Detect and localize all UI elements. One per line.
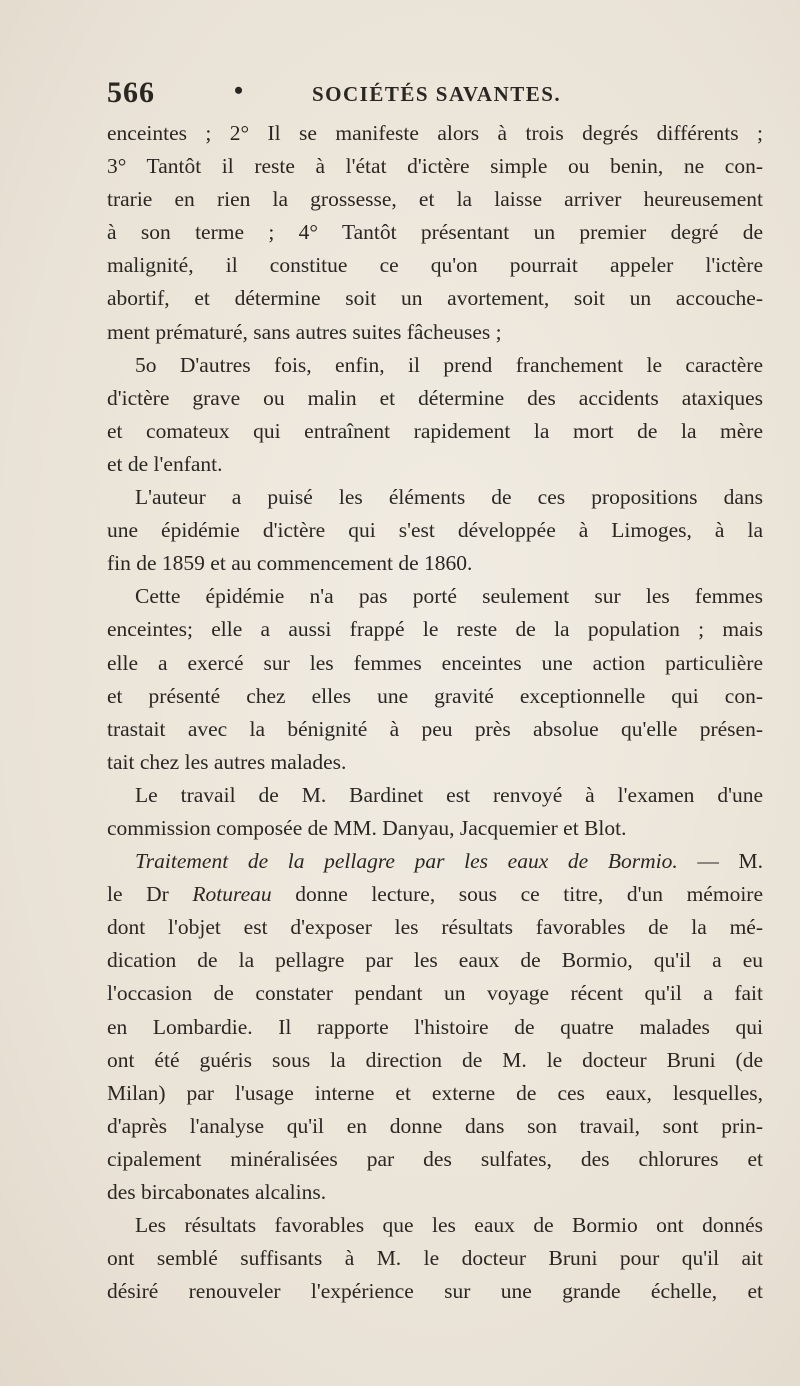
line-text: trastait avec la bénignité à peu près absolue qu'elle présen- (107, 716, 763, 741)
italic-text: Rotureau (192, 882, 272, 907)
text-line (107, 117, 763, 150)
line-text: et de l'enfant. (107, 451, 223, 476)
line-text: L'auteur a puisé les éléments de ces propositions dans (135, 485, 763, 510)
text-line (107, 282, 763, 315)
line-text: fin de 1859 et au commencement de 1860. (107, 551, 473, 576)
line-text: ont semblé suffisants à M. le docteur Bruni pour qu'il ait (107, 1246, 763, 1271)
line-text: 3° Tantôt il reste à l'état d'ictère simple ou benin, ne con- (107, 154, 763, 179)
line-text: 5o D'autres fois, enfin, il prend franchement le caractère (135, 352, 763, 377)
line-text: d'ictère grave ou malin et détermine des accidents ataxiques (107, 385, 763, 410)
text-line (107, 845, 763, 878)
text-line (107, 779, 763, 812)
text-line (107, 911, 763, 944)
line-text: abortif, et détermine soit un avortement, soit un accouche- (107, 286, 763, 311)
text-line (107, 415, 763, 448)
line-text: l'occasion de constater pendant un voyage récent qu'il a fait (107, 981, 763, 1006)
line-text: dication de la pellagre par les eaux de Bormio, qu'il a eu (107, 948, 763, 973)
text-line (107, 680, 763, 713)
text-line (107, 613, 763, 646)
text-line (107, 1176, 763, 1209)
line-text: commission composée de MM. Danyau, Jacquemier et Blot. (107, 815, 627, 840)
header-bullet: • (234, 76, 244, 105)
line-text: en Lombardie. Il rapporte l'histoire de quatre malades qui (107, 1014, 763, 1039)
text-line (107, 580, 763, 613)
line-text: trarie en rien la grossesse, et la laisse arriver heureusement (107, 187, 763, 212)
line-text: ment prématuré, sans autres suites fâcheuses ; (107, 319, 502, 344)
text-line (107, 547, 763, 580)
page-number: 566 (107, 76, 155, 109)
page-header (107, 72, 767, 112)
text-line (107, 183, 763, 216)
body-text (107, 117, 763, 1308)
text-line (107, 1044, 763, 1077)
italic-text: Traitement de la pellagre par les eaux de Bormio. (135, 849, 678, 874)
text-line (107, 713, 763, 746)
line-text: donne lecture, sous ce titre, d'un mémoire (271, 882, 763, 907)
line-text: enceintes ; 2° Il se manifeste alors à trois degrés différents ; (107, 121, 763, 145)
text-line (107, 746, 763, 779)
line-text: le Dr (107, 882, 193, 907)
line-text: malignité, il constitue ce qu'on pourrait appeler l'ictère (107, 253, 763, 278)
line-text: Le travail de M. Bardinet est renvoyé à l'examen d'une (135, 782, 763, 807)
line-text: à son terme ; 4° Tantôt présentant un premier degré de (107, 220, 763, 245)
text-line (107, 316, 763, 349)
text-line (107, 150, 763, 183)
text-line (107, 514, 763, 547)
text-line (107, 1110, 763, 1143)
line-text: des bircabonates alcalins. (107, 1180, 327, 1204)
text-line (107, 1275, 763, 1308)
line-text: et comateux qui entraînent rapidement la mort de la mère (107, 418, 763, 443)
line-text: Milan) par l'usage interne et externe de ces eaux, lesquelles, (107, 1080, 763, 1105)
text-line (107, 647, 763, 680)
line-text: et présenté chez elles une gravité exceptionnelle qui con- (107, 683, 763, 708)
line-text: une épidémie d'ictère qui s'est développée à Limoges, à la (107, 518, 763, 543)
line-text: ont été guéris sous la direction de M. le docteur Bruni (de (107, 1047, 763, 1072)
line-text: — M. (677, 849, 763, 874)
text-line (107, 977, 763, 1010)
text-line (107, 1077, 763, 1110)
line-text: Cette épidémie n'a pas porté seulement sur les femmes (135, 584, 763, 609)
text-line (107, 349, 763, 382)
text-line (107, 1209, 763, 1242)
text-line (107, 944, 763, 977)
text-line (107, 1143, 763, 1176)
line-text: désiré renouveler l'expérience sur une grande échelle, et (107, 1279, 763, 1304)
text-line (107, 216, 763, 249)
text-line (107, 1011, 763, 1044)
running-head: SOCIÉTÉS SAVANTES. (312, 82, 562, 106)
line-text: cipalement minéralisées par des sulfates, des chlorures et (107, 1146, 763, 1171)
line-text: dont l'objet est d'exposer les résultats favorables de la mé- (107, 915, 763, 940)
text-line (107, 249, 763, 282)
text-line (107, 382, 763, 415)
text-line (107, 1242, 763, 1275)
line-text: tait chez les autres malades. (107, 749, 347, 774)
line-text: d'après l'analyse qu'il en donne dans son travail, sont prin- (107, 1113, 763, 1138)
line-text: Les résultats favorables que les eaux de Bormio ont donnés (135, 1213, 763, 1238)
line-text: elle a exercé sur les femmes enceintes une action particulière (107, 650, 763, 675)
text-line (107, 812, 763, 845)
text-line (107, 481, 763, 514)
line-text: enceintes; elle a aussi frappé le reste de la population ; mais (107, 617, 763, 642)
text-line (107, 878, 763, 911)
text-line (107, 448, 763, 481)
